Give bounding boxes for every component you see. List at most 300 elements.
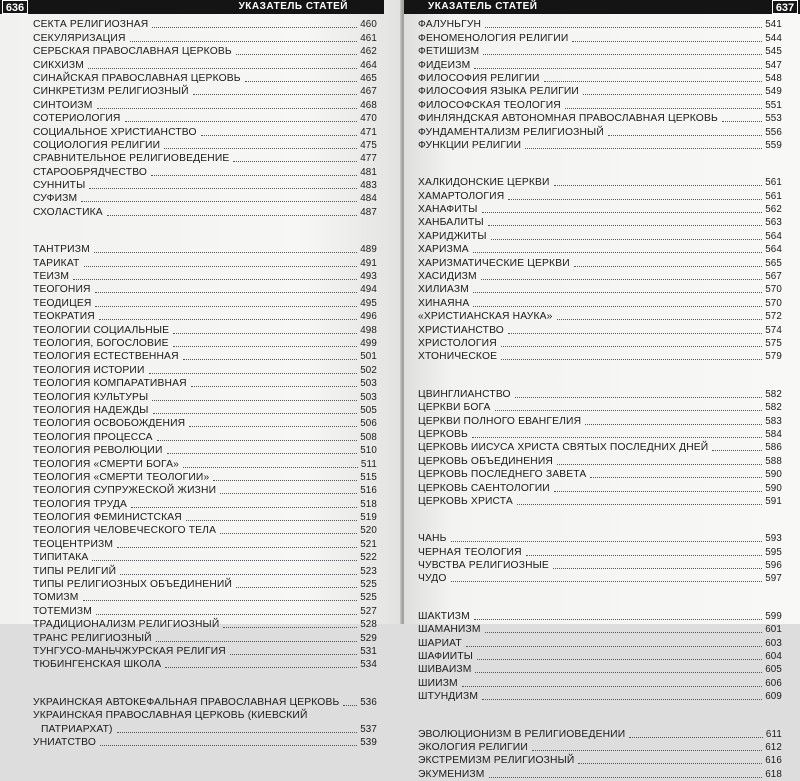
entry-title: ТАРИКАТ (33, 257, 80, 269)
dot-leader (89, 188, 357, 189)
entry-page-number: 465 (360, 72, 377, 84)
dot-leader (125, 121, 358, 122)
entry-page-number: 590 (765, 469, 782, 481)
index-entry (418, 58, 782, 71)
index-group (418, 532, 782, 586)
index-entry (418, 481, 782, 494)
entry-title: ШАКТИЗМ (418, 610, 470, 622)
entry-page-number: 544 (765, 32, 782, 44)
dot-leader (84, 266, 358, 267)
page-number: 637 (772, 0, 798, 14)
entry-title: ФИЛОСОФСКАЯ ТЕОЛОГИЯ (418, 99, 561, 111)
entry-title: СОТЕРИОЛОГИЯ (33, 113, 121, 125)
dot-leader (557, 319, 763, 320)
index-entry (418, 112, 782, 125)
entry-title: ФЕТИШИЗМ (418, 46, 480, 58)
entry-page-number: 525 (360, 579, 377, 591)
dot-leader (223, 627, 357, 628)
entry-page-number: 536 (360, 696, 377, 708)
index-entry (33, 618, 377, 631)
entry-page-number: 506 (360, 418, 377, 430)
entry-page-number: 460 (360, 19, 377, 31)
index-entry (33, 31, 377, 44)
entry-title: СИНТОИЗМ (33, 99, 93, 111)
entry-page-number: 584 (765, 428, 782, 440)
dot-leader (474, 68, 762, 69)
entry-title: ХАНАФИТЫ (418, 204, 478, 216)
entry-title: ХРИСТИАНСТВО (418, 324, 504, 336)
entry-page-number: 590 (765, 482, 782, 494)
dot-leader (565, 108, 762, 109)
index-entry (33, 310, 377, 323)
dot-leader (508, 333, 762, 334)
entry-page-number: 606 (765, 677, 782, 689)
entry-page-number: 527 (360, 605, 377, 617)
entry-title: УНИАТСТВО (33, 736, 97, 748)
index-entry (418, 663, 782, 676)
entry-title: ТЕОДИЦЕЯ (33, 297, 92, 309)
entry-title: ЦВИНГЛИАНСТВО (418, 388, 511, 400)
index-entry (418, 468, 782, 481)
index-entry (418, 650, 782, 663)
entry-title: ТЕОЛОГИЯ ЧЕЛОВЕЧЕСКОГО ТЕЛА (33, 525, 217, 537)
entry-page-number: 570 (765, 284, 782, 296)
dot-leader (572, 41, 762, 42)
index-entry (418, 323, 782, 336)
dot-leader (554, 491, 762, 492)
dot-leader (485, 632, 763, 633)
index-entry (418, 31, 782, 44)
index-entry (33, 417, 377, 430)
entry-title: ТЕОГОНИЯ (33, 284, 91, 296)
left-page (0, 0, 402, 748)
entry-page-number: 588 (765, 455, 782, 467)
index-entry (33, 350, 377, 363)
dot-leader (100, 745, 357, 746)
entry-title: ЧАНЬ (418, 533, 447, 545)
dot-leader (117, 732, 358, 733)
dot-leader (466, 646, 762, 647)
dot-leader (532, 750, 762, 751)
entry-title: ЦЕРКОВЬ САЕНТОЛОГИИ (418, 482, 550, 494)
entry-title: ХРИСТОЛОГИЯ (418, 337, 497, 349)
entry-page-number: 523 (360, 565, 377, 577)
dot-leader (574, 266, 762, 267)
entry-title: ЭВОЛЮЦИОНИЗМ В РЕЛИГИОВЕДЕНИИ (418, 728, 626, 740)
index-entry (418, 767, 782, 780)
index-entry (33, 631, 377, 644)
entry-title: СЕРБСКАЯ ПРАВОСЛАВНАЯ ЦЕРКОВЬ (33, 46, 232, 58)
index-entry (418, 441, 782, 454)
page-number: 636 (2, 0, 28, 14)
entry-page-number: 516 (360, 485, 377, 497)
entry-title: ТЕОЛОГИЯ ФЕМИНИСТСКАЯ (33, 512, 182, 524)
entry-title: ТЕОЛОГИЯ «СМЕРТИ ТЕОЛОГИИ» (33, 471, 210, 483)
entry-title: ТЕОЛОГИЯ ИСТОРИИ (33, 364, 145, 376)
entry-title: ТЕОКРАТИЯ (33, 311, 95, 323)
entry-title: ФУНДАМЕНТАЛИЗМ РЕЛИГИОЗНЫЙ (418, 126, 604, 138)
entry-title: ТРАДИЦИОНАЛИЗМ РЕЛИГИОЗНЫЙ (33, 619, 220, 631)
index-entry (418, 609, 782, 622)
index-entry (33, 165, 377, 178)
index-group (418, 727, 782, 781)
entry-title: ХТОНИЧЕСКОЕ (418, 351, 498, 363)
index-entry (33, 377, 377, 390)
index-entry (418, 636, 782, 649)
entry-page-number: 537 (360, 723, 377, 735)
entry-title: ХАРИЗМАТИЧЕСКИЕ ЦЕРКВИ (418, 257, 570, 269)
index-entry (418, 176, 782, 189)
dot-leader (712, 450, 762, 451)
dot-leader (99, 319, 357, 320)
dot-leader (475, 672, 762, 673)
entry-page-number: 539 (360, 736, 377, 748)
dot-leader (489, 777, 763, 778)
index-entry (33, 192, 377, 205)
entry-page-number: 501 (360, 351, 377, 363)
index-entry (418, 754, 782, 767)
index-entry (33, 591, 377, 604)
dot-leader (131, 507, 357, 508)
entry-page-number: 534 (360, 659, 377, 671)
entry-title: ТИПЫ РЕЛИГИЙ (33, 565, 117, 577)
entry-title: ТАНТРИЗМ (33, 244, 90, 256)
entry-title: ТЕОЛОГИИ СОЦИАЛЬНЫЕ (33, 324, 170, 336)
dot-leader (173, 333, 357, 334)
dot-leader (165, 667, 357, 668)
entry-page-number: 547 (765, 59, 782, 71)
index-entry (33, 604, 377, 617)
dot-leader (201, 135, 358, 136)
index-entry (418, 495, 782, 508)
entry-page-number: 603 (765, 637, 782, 649)
entry-title: ФИНЛЯНДСКАЯ АВТОНОМНАЯ ПРАВОСЛАВНАЯ ЦЕРКОВЬ (418, 113, 718, 125)
entry-page-number: 493 (360, 271, 377, 283)
index-entry (33, 125, 377, 138)
entry-page-number: 561 (765, 190, 782, 202)
index-entry (33, 695, 377, 708)
entry-page-number: 522 (360, 552, 377, 564)
entry-page-number: 612 (765, 741, 782, 753)
entry-page-number: 511 (360, 458, 377, 470)
entry-page-number: 495 (360, 297, 377, 309)
entry-page-number: 562 (765, 204, 782, 216)
entry-title: ЧЕРНАЯ ТЕОЛОГИЯ (418, 546, 522, 558)
dot-leader (508, 199, 762, 200)
entry-title: ХАРИЗМА (418, 244, 469, 256)
index-entry (418, 623, 782, 636)
entry-page-number: 471 (360, 126, 377, 138)
dot-leader (451, 581, 763, 582)
entry-title: ФУНКЦИИ РЕЛИГИИ (418, 139, 522, 151)
index-column-right (418, 18, 782, 781)
entry-page-number: 561 (765, 177, 782, 189)
entry-page-number: 593 (765, 533, 782, 545)
entry-page-number: 483 (360, 180, 377, 192)
entry-title: СОЦИАЛЬНОЕ ХРИСТИАНСТВО (33, 126, 197, 138)
entry-page-number: 525 (360, 592, 377, 604)
dot-leader (473, 292, 762, 293)
entry-page-number: 551 (765, 99, 782, 111)
entry-page-number: 591 (765, 495, 782, 507)
dot-leader (473, 252, 762, 253)
entry-title: ЦЕРКОВЬ ХРИСТА (418, 495, 513, 507)
entry-title: ФЕНОМЕНОЛОГИЯ РЕЛИГИИ (418, 32, 569, 44)
entry-page-number: 475 (360, 139, 377, 151)
entry-title: ХИЛИАЗМ (418, 284, 470, 296)
index-entry (418, 532, 782, 545)
entry-title: ЭКУМЕНИЗМ (418, 768, 485, 780)
entry-page-number: 481 (360, 166, 377, 178)
entry-title: ТЕОЛОГИЯ, БОГОСЛОВИЕ (33, 337, 169, 349)
entry-page-number: 470 (360, 113, 377, 125)
entry-title: ТЕИЗМ (33, 271, 70, 283)
entry-title: СИНАЙСКАЯ ПРАВОСЛАВНАЯ ЦЕРКОВЬ (33, 72, 241, 84)
index-entry (33, 722, 377, 735)
index-group (418, 18, 782, 152)
entry-page-number: 531 (360, 645, 377, 657)
dot-leader (189, 426, 357, 427)
dot-leader (491, 239, 763, 240)
index-group (418, 387, 782, 508)
dot-leader (186, 520, 357, 521)
dot-leader (152, 400, 357, 401)
entry-title: ТЕОЛОГИЯ ЕСТЕСТВЕННАЯ (33, 351, 179, 363)
entry-page-number: 510 (360, 445, 377, 457)
entry-title: ШАМАНИЗМ (418, 624, 481, 636)
entry-title: ФАЛУНЬГУН (418, 19, 482, 31)
dot-leader (474, 619, 762, 620)
index-entry (33, 323, 377, 336)
index-entry (418, 454, 782, 467)
index-entry (418, 270, 782, 283)
dot-leader (343, 705, 357, 706)
entry-title: СРАВНИТЕЛЬНОЕ РЕЛИГИОВЕДЕНИЕ (33, 153, 230, 165)
entry-page-number: 464 (360, 59, 377, 71)
index-entry (33, 98, 377, 111)
entry-title: ТОМИЗМ (33, 592, 79, 604)
entry-title: ТЕОЛОГИЯ СУПРУЖЕСКОЙ ЖИЗНИ (33, 485, 217, 497)
index-entry (33, 85, 377, 98)
index-entry (418, 545, 782, 558)
entry-title: ФИЛОСОФИЯ РЕЛИГИИ (418, 72, 540, 84)
index-entry (418, 189, 782, 202)
entry-page-number: 570 (765, 297, 782, 309)
index-entry (33, 205, 377, 218)
entry-page-number: 505 (360, 404, 377, 416)
index-entry (33, 179, 377, 192)
dot-leader (95, 306, 357, 307)
index-entry (418, 676, 782, 689)
index-entry (418, 387, 782, 400)
dot-leader (183, 359, 358, 360)
entry-page-number: 618 (765, 768, 782, 780)
entry-page-number: 586 (765, 442, 782, 454)
entry-page-number: 599 (765, 610, 782, 622)
dot-leader (220, 493, 357, 494)
entry-title: СУФИЗМ (33, 193, 78, 205)
entry-title: ЭКСТРЕМИЗМ РЕЛИГИОЗНЫЙ (418, 755, 575, 767)
dot-leader (130, 41, 358, 42)
dot-leader (117, 547, 357, 548)
entry-title: СИКХИЗМ (33, 59, 84, 71)
dot-leader (485, 27, 762, 28)
dot-leader (583, 94, 762, 95)
entry-title: УКРАИНСКАЯ АВТОКЕФАЛЬНАЯ ПРАВОСЛАВНАЯ ЦЕРКОВЬ (33, 696, 340, 708)
dot-leader (95, 292, 358, 293)
entry-title: ШАРИАТ (418, 637, 462, 649)
dot-leader (472, 437, 762, 438)
index-entry (33, 551, 377, 564)
index-entry (33, 58, 377, 71)
entry-page-number: 489 (360, 244, 377, 256)
index-entry (33, 45, 377, 58)
dot-leader (236, 587, 357, 588)
index-entry (33, 337, 377, 350)
entry-title: ПАТРИАРХАТ) (41, 723, 113, 735)
dot-leader (164, 148, 357, 149)
entry-title: ШАФИИТЫ (418, 651, 474, 663)
index-entry (418, 125, 782, 138)
dot-leader (495, 410, 763, 411)
entry-title: ТЕОЛОГИЯ КУЛЬТУРЫ (33, 391, 149, 403)
entry-page-number: 462 (360, 46, 377, 58)
index-entry (418, 428, 782, 441)
entry-title: ТЕОЛОГИЯ КОМПАРАТИВНАЯ (33, 378, 187, 390)
index-entry (33, 430, 377, 443)
index-entry (418, 256, 782, 269)
index-entry (33, 471, 377, 484)
dot-leader (482, 699, 762, 700)
index-entry (418, 216, 782, 229)
dot-leader (544, 81, 763, 82)
index-entry (33, 296, 377, 309)
entry-title: СХОЛАСТИКА (33, 206, 103, 218)
entry-title: ТИПЫ РЕЛИГИОЗНЫХ ОБЪЕДИНЕНИЙ (33, 579, 233, 591)
index-entry (33, 484, 377, 497)
entry-page-number: 601 (765, 624, 782, 636)
dot-leader (517, 504, 762, 505)
dot-leader (501, 359, 762, 360)
dot-leader (183, 467, 358, 468)
entry-title: СЕКУЛЯРИЗАЦИЯ (33, 32, 126, 44)
entry-title: ЦЕРКОВЬ (418, 428, 468, 440)
dot-leader (88, 68, 357, 69)
index-entry (418, 727, 782, 740)
entry-title: УКРАИНСКАЯ ПРАВОСЛАВНАЯ ЦЕРКОВЬ (КИЕВСКИЙ (33, 710, 308, 722)
entry-title: ТЮБИНГЕНСКАЯ ШКОЛА (33, 659, 162, 671)
index-entry (418, 203, 782, 216)
index-entry (33, 390, 377, 403)
entry-page-number: 572 (765, 311, 782, 323)
entry-page-number: 597 (765, 573, 782, 585)
entry-title: ХАЛКИДОНСКИЕ ЦЕРКВИ (418, 177, 550, 189)
running-head: УКАЗАТЕЛЬ СТАТЕЙ (428, 1, 538, 12)
page-header-bar (0, 0, 384, 14)
entry-page-number: 496 (360, 311, 377, 323)
entry-page-number: 575 (765, 337, 782, 349)
dot-leader (173, 346, 358, 347)
index-entry (33, 511, 377, 524)
entry-title: ЧУДО (418, 573, 447, 585)
entry-title: СОЦИОЛОГИЯ РЕЛИГИИ (33, 139, 161, 151)
entry-page-number: 541 (765, 19, 782, 31)
entry-title: СТАРООБРЯДЧЕСТВО (33, 166, 148, 178)
entry-title: ХАСИДИЗМ (418, 271, 477, 283)
index-entry (33, 645, 377, 658)
dot-leader (149, 373, 358, 374)
entry-page-number: 595 (765, 546, 782, 558)
entry-title: СЕКТА РЕЛИГИОЗНАЯ (33, 19, 149, 31)
entry-page-number: 567 (765, 271, 782, 283)
entry-page-number: 503 (360, 391, 377, 403)
index-entry (418, 229, 782, 242)
dot-leader (83, 600, 358, 601)
dot-leader (590, 477, 762, 478)
entry-title: ТОТЕМИЗМ (33, 605, 92, 617)
dot-leader (120, 574, 357, 575)
index-entry (33, 497, 377, 510)
entry-page-number: 494 (360, 284, 377, 296)
dot-leader (462, 686, 762, 687)
index-entry (418, 296, 782, 309)
entry-page-number: 582 (765, 402, 782, 414)
index-entry (418, 283, 782, 296)
index-entry (33, 444, 377, 457)
dot-leader (191, 386, 358, 387)
entry-page-number: 574 (765, 324, 782, 336)
entry-title: ТРАНС РЕЛИГИОЗНЫЙ (33, 632, 152, 644)
index-entry (33, 256, 377, 269)
entry-title: ФИДЕИЗМ (418, 59, 471, 71)
index-entry (418, 690, 782, 703)
entry-page-number: 529 (360, 632, 377, 644)
entry-page-number: 553 (765, 113, 782, 125)
entry-title: ТЕОЛОГИЯ ПРОЦЕССА (33, 431, 153, 443)
entry-title: ТЕОЛОГИЯ «СМЕРТИ БОГА» (33, 458, 179, 470)
dot-leader (81, 201, 357, 202)
dot-leader (107, 215, 357, 216)
entry-page-number: 528 (360, 619, 377, 631)
dot-leader (245, 81, 358, 82)
index-entry (418, 98, 782, 111)
entry-page-number: 461 (360, 32, 377, 44)
index-group (33, 243, 377, 672)
entry-title: ТЕОЦЕНТРИЗМ (33, 538, 114, 550)
dot-leader (483, 54, 762, 55)
index-entry (33, 457, 377, 470)
index-entry (418, 337, 782, 350)
entry-title: ТЕОЛОГИЯ РЕВОЛЮЦИИ (33, 445, 163, 457)
index-entry (33, 283, 377, 296)
index-group (33, 695, 377, 749)
running-head: УКАЗАТЕЛЬ СТАТЕЙ (238, 1, 348, 12)
entry-page-number: 468 (360, 99, 377, 111)
entry-title: ФИЛОСОФИЯ ЯЗЫКА РЕЛИГИИ (418, 86, 579, 98)
entry-page-number: 604 (765, 651, 782, 663)
entry-title: ШТУНДИЗМ (418, 691, 479, 703)
index-entry (418, 572, 782, 585)
dot-leader (451, 541, 763, 542)
dot-leader (167, 453, 358, 454)
entry-page-number: 559 (765, 139, 782, 151)
entry-title: ХАНБАЛИТЫ (418, 217, 484, 229)
index-column-left (33, 18, 377, 749)
entry-page-number: 609 (765, 691, 782, 703)
index-entry (33, 404, 377, 417)
page-header-bar (404, 0, 800, 14)
dot-leader (96, 614, 357, 615)
